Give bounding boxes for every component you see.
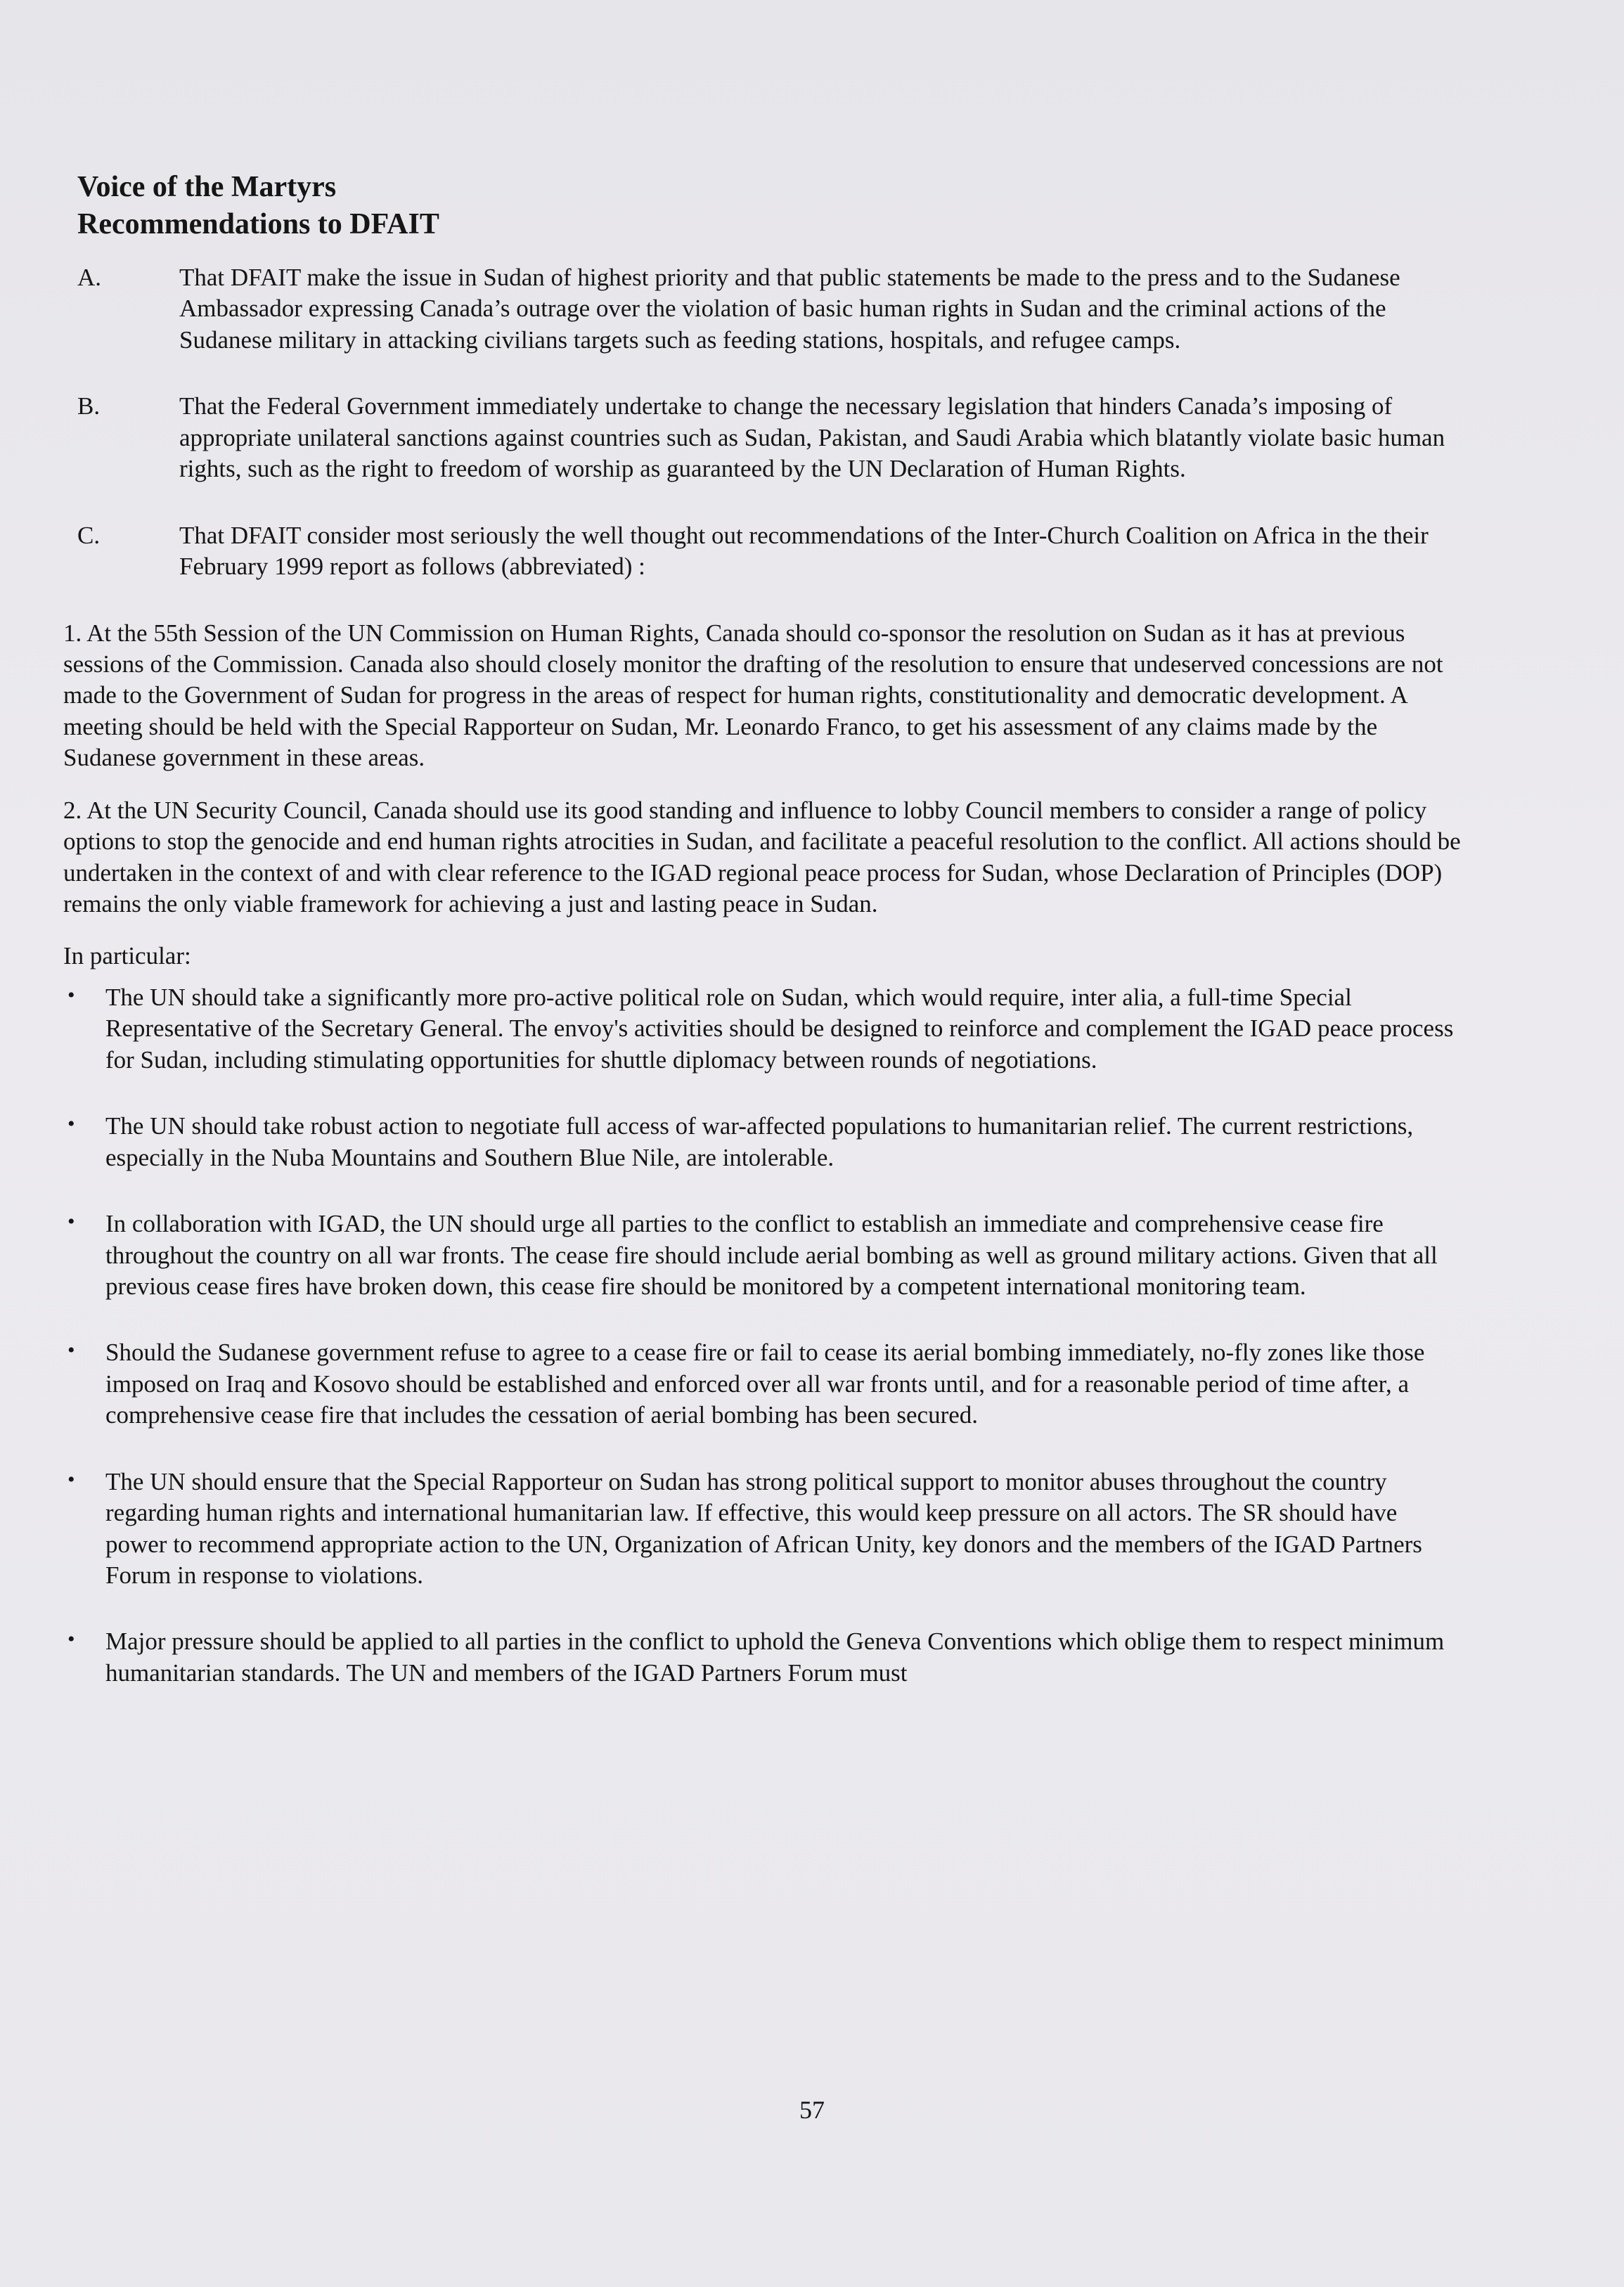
recommendation-text: That DFAIT consider most seriously the well thought out recommendations of the Inter-Church Coalition on Africa in the their February 1999 report as follows (abbreviated) : [179, 521, 1429, 581]
bullet-text: In collaboration with IGAD, the UN should urge all parties to the conflict to establish an immediate and comprehensive cease fire throughout the country on all war fronts. The cease fire should include aerial bombing as well as ground military actions. Given that all previous cease fires have broken down, this cease fire should be monitored by a competent international monitoring team. [105, 1210, 1438, 1300]
bullet-icon: • [67, 1339, 75, 1362]
document-heading [77, 169, 1462, 243]
recommendation-text: That the Federal Government immediately undertake to change the necessary legislation that hinders Canada’s imposing of appropriate unilateral sanctions against countries such as Sudan, Pakistan, and Saudi Arabia which blatantly violate basic human rights, such as the right to freedom of worship as guaranteed by the UN Declaration of Human Rights. [179, 392, 1445, 483]
recommendation-text: That DFAIT make the issue in Sudan of highest priority and that public statements be made to the press and to the Sudanese Ambassador expressing Canada’s outrage over the violation of basic human rights in Sudan and the criminal actions of the Sudanese military in attacking civilians targets such as feeding stations, hospitals, and refugee camps. [179, 264, 1400, 354]
bullet-item [63, 1467, 1462, 1592]
page-content [63, 169, 1462, 1724]
recommendation-letter: C. [77, 521, 101, 549]
bullet-item [63, 1209, 1462, 1302]
bullet-icon: • [67, 983, 75, 1007]
heading-subtitle: Recommendations to DFAIT [77, 207, 439, 240]
bullet-icon: • [67, 1467, 75, 1491]
bullet-text: The UN should take a significantly more pro-active political role on Sudan, which would require, inter alia, a full-time Special Representative of the Secretary General. The envoy's activities should be designed to reinforce and complement the IGAD peace process for Sudan, including stimulating opportunities for shuttle diplomacy between rounds of negotiations. [105, 983, 1454, 1074]
bullet-item [63, 1337, 1462, 1431]
recommendation-c [63, 520, 1462, 583]
page-number: 57 [799, 2096, 825, 2124]
bullet-text: Should the Sudanese government refuse to agree to a cease fire or fail to cease its aerial bombing immediately, no-fly zones like those imposed on Iraq and Kosovo should be established and enforced over all war fronts until, and for a reasonable period of time after, a comprehensive cease fire that includes the cessation of aerial bombing has been secured. [105, 1339, 1425, 1429]
recommendation-letter: B. [77, 392, 101, 420]
bullet-item [63, 1626, 1462, 1689]
bullet-item [63, 1111, 1462, 1173]
bullet-text: Major pressure should be applied to all parties in the conflict to uphold the Geneva Conventions which oblige them to respect minimum humanitarian standards. The UN and members of the IGAD Partners Forum must [105, 1628, 1445, 1687]
recommendation-a [63, 262, 1462, 356]
recommendation-b [63, 391, 1462, 484]
bullet-icon: • [67, 1628, 75, 1651]
bullet-text: The UN should take robust action to negotiate full access of war-affected populations to humanitarian relief. The current restrictions, especially in the Nuba Mountains and Southern Blue Nile, are intolerable. [105, 1112, 1414, 1171]
bullet-item [63, 982, 1462, 1076]
recommendation-letter: A. [77, 264, 102, 291]
in-particular-label: In particular: [63, 942, 191, 970]
bullet-icon: • [67, 1112, 75, 1136]
numbered-paragraph-1: 1. At the 55th Session of the UN Commission on Human Rights, Canada should co-sponsor the resolution on Sudan as it has at previous sessions of the Commission. Canada also should closely monitor the drafting of the resolution to ensure that undeserved concessions are not made to the Government of Sudan for progress in the areas of respect for human rights, constitutionality and democratic development. A meeting should be held with the Special Rapporteur on Sudan, Mr. Leonardo Franco, to get his assessment of any claims made by the Sudanese government in these areas. [63, 619, 1443, 772]
numbered-paragraph-2: 2. At the UN Security Council, Canada should use its good standing and influence to lobby Council members to consider a range of policy options to stop the genocide and end human rights atrocities in Sudan, and facilitate a peaceful resolution to the conflict. All actions should be undertaken in the context of and with clear reference to the IGAD regional peace process for Sudan, whose Declaration of Principles (DOP) remains the only viable framework for achieving a just and lasting peace in Sudan. [63, 796, 1461, 917]
heading-title: Voice of the Martyrs [77, 171, 337, 203]
bullet-text: The UN should ensure that the Special Rapporteur on Sudan has strong political support to monitor abuses throughout the country regarding human rights and international humanitarian law. If effective, this would keep pressure on all actors. The SR should have power to recommend appropriate action to the UN, Organization of African Unity, key donors and the members of the IGAD Partners Forum in response to violations. [105, 1467, 1422, 1589]
bullet-icon: • [67, 1210, 75, 1234]
